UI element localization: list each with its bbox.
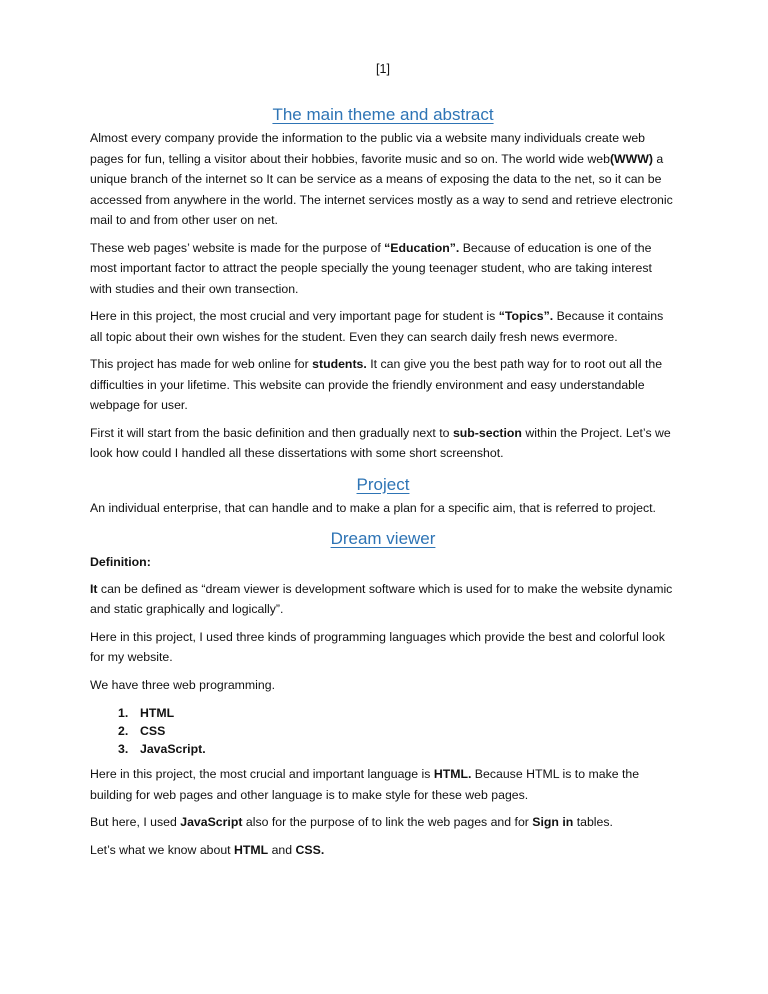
project-paragraph: An individual enterprise, that can handle and to make a plan for a specific aim, that is referred to project. — [90, 500, 656, 515]
abstract-paragraph-5: First it will start from the basic definition and then gradually next to sub-section within the Project. Let’s we look how could I handled all these dissertations with some short screenshot. — [90, 425, 671, 460]
definition-label: Definition: — [90, 555, 151, 569]
page-number: [1] — [376, 62, 390, 76]
html-css-paragraph: Let’s what we know about HTML and CSS. — [90, 842, 325, 857]
list-item: 2. CSS — [118, 724, 166, 738]
abstract-paragraph-3: Here in this project, the most crucial and very important page for student is “Topics”. Because it contains all topic about their own wishes for the student. Even they can search daily fresh news evermore. — [90, 309, 664, 344]
section-title-project: Project — [356, 474, 410, 494]
section-title-dream-viewer: Dream viewer — [330, 529, 436, 548]
three-web-programming-paragraph: We have three web programming. — [90, 677, 275, 692]
html-paragraph: Here in this project, the most crucial and important language is HTML. Because HTML is to make the building for web pages and other language is to make style for these web pages. — [90, 767, 640, 802]
abstract-paragraph-4: This project has made for web online for students. It can give you the best path way for to root out all the difficulties in your lifetime. This website can provide the friendly environment and easy understandable webpage for user. — [90, 357, 663, 412]
languages-intro-paragraph: Here in this project, I used three kinds of programming languages which provide the best and colorful look for my website. — [90, 629, 665, 664]
list-item: 1. HTML — [118, 706, 175, 720]
list-item: 3. JavaScript. — [118, 742, 206, 756]
abstract-paragraph-2: These web pages’ website is made for the purpose of “Education”. Because of education is one of the most important factor to attract the people specially the young teenager student, who are taking interest with studies and their own transection. — [90, 240, 652, 296]
definition-paragraph: It can be defined as “dream viewer is development software which is used for to make the website dynamic and static graphically and logically”. — [90, 581, 673, 616]
section-title-main-theme: The main theme and abstract — [272, 105, 494, 124]
languages-list — [90, 704, 676, 758]
javascript-paragraph: But here, I used JavaScript also for the purpose of to link the web pages and for Sign in tables. — [90, 815, 613, 829]
abstract-paragraph-1: Almost every company provide the information to the public via a website many individuals create web pages for fun, telling a visitor about their hobbies, favorite music and so on. The world wide web(WWW) a unique branch of the internet so It can be service as a means of exposing the data to the net, so it can be accessed from anywhere in the world. The internet services mostly as a way to send and retrieve electronic mail to and from other user on net. — [90, 131, 673, 227]
